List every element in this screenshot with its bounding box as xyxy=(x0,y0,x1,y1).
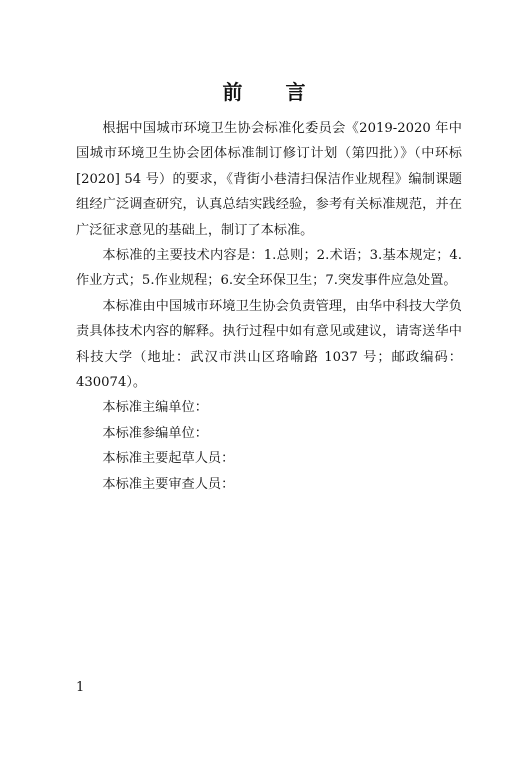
paragraph-background: 根据中国城市环境卫生协会标准化委员会《2019-2020 年中国城市环境卫生协会团体标准制订修订计划（第四批）》（中环标[2020] 54 号）的要求，《背街小巷清扫保洁作业规程》编制课题组经广泛调查研究，认真总结实践经验，参考有关标准规范，并在广泛征求意见的基础上，制订了本标准。 xyxy=(76,121,462,238)
drafters-line: 本标准主要起草人员： xyxy=(102,451,235,467)
participating-unit-line: 本标准参编单位： xyxy=(102,425,208,441)
foreword-body xyxy=(76,116,462,497)
paragraph-technical-content: 本标准的主要技术内容是：1.总则；2.术语；3.基本规定；4.作业方式；5.作业规程；6.安全环保卫生；7.突发事件应急处置。 xyxy=(76,248,462,289)
paragraph-management: 本标准由中国城市环境卫生协会负责管理，由华中科技大学负责具体技术内容的解释。执行过程中如有意见或建议，请寄送华中科技大学（地址：武汉市洪山区珞喻路 1037 号；邮政编码：430074）。 xyxy=(76,298,462,391)
reviewers-line: 本标准主要审查人员： xyxy=(102,476,235,492)
page-title: 前 言 xyxy=(222,80,324,104)
page-number: 1 xyxy=(76,680,85,695)
chief-editor-unit-line: 本标准主编单位： xyxy=(102,400,208,416)
